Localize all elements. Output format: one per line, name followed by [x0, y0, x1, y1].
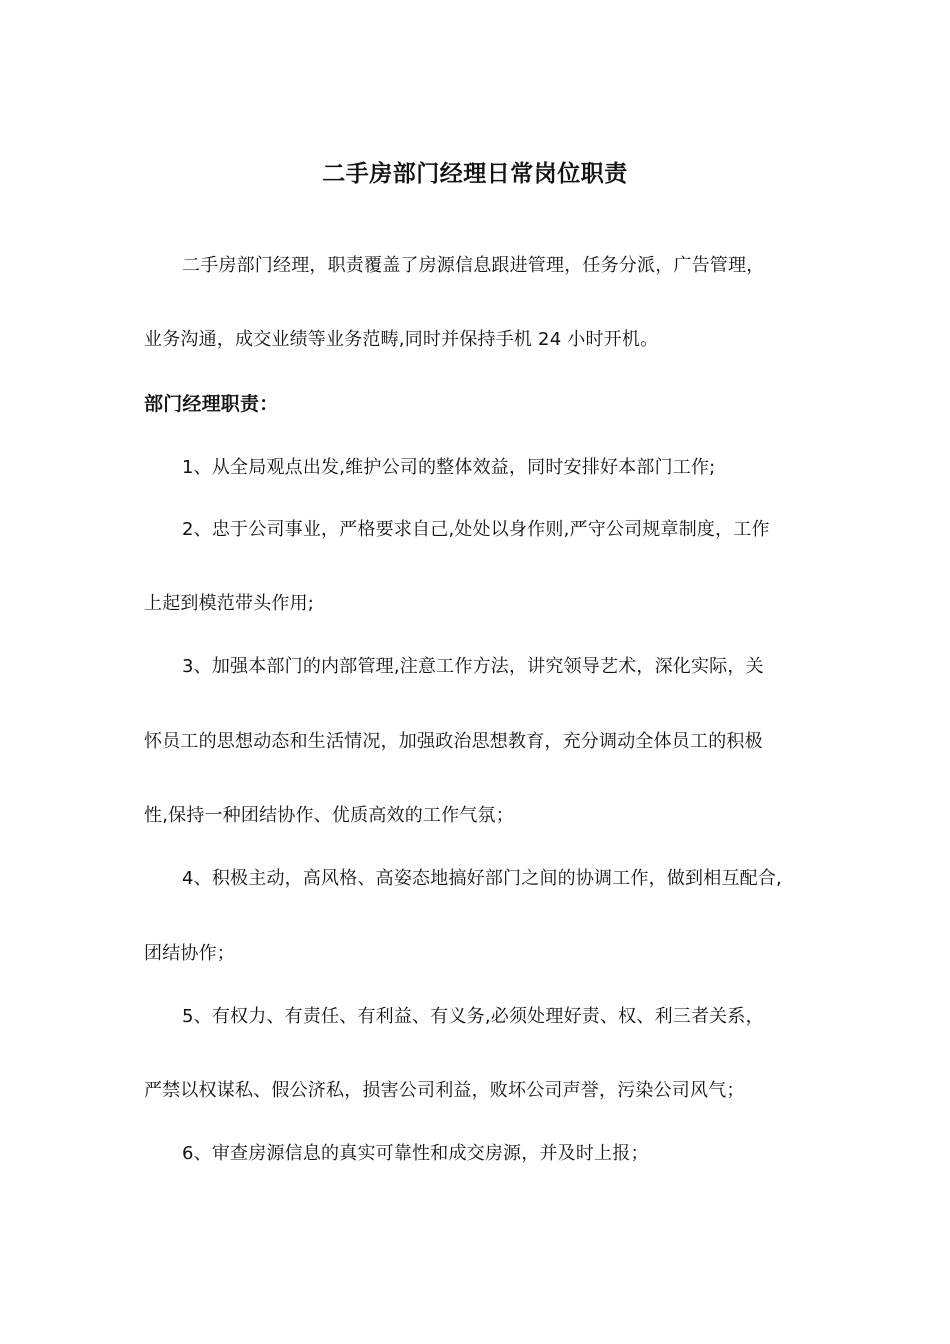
duty-2-line-2: 上起到模范带头作用; — [144, 593, 315, 614]
document-title: 二手房部门经理日常岗位职责 — [322, 161, 628, 187]
duty-1-line-1: 1、从全局观点出发,维护公司的整体效益，同时安排好本部门工作; — [182, 457, 716, 478]
duty-4-line-2: 团结协作； — [144, 943, 235, 964]
duty-5-line-1: 5、有权力、有责任、有利益、有义务,必须处理好责、权、利三者关系， — [182, 1006, 764, 1027]
duty-6-line-1: 6、审查房源信息的真实可靠性和成交房源，并及时上报； — [182, 1143, 649, 1164]
duty-3-line-1: 3、加强本部门的内部管理,注意工作方法，讲究领导艺术，深化实际，关 — [182, 656, 764, 677]
duty-3-line-3: 性,保持一种团结协作、优质高效的工作气氛； — [144, 805, 514, 826]
section-heading: 部门经理职责： — [144, 393, 279, 415]
duty-4-line-1: 4、积极主动，高风格、高姿态地搞好部门之间的协调工作，做到相互配合, — [182, 868, 782, 889]
intro-line-2: 业务沟通，成交业绩等业务范畴,同时并保持手机 24 小时开机。 — [144, 329, 659, 350]
intro-line-1: 二手房部门经理，职责覆盖了房源信息跟进管理，任务分派，广告管理， — [182, 255, 765, 276]
duty-2-line-1: 2、忠于公司事业，严格要求自己,处处以身作则,严守公司规章制度，工作 — [182, 519, 770, 540]
duty-5-line-2: 严禁以权谋私、假公济私，损害公司利益，败坏公司声誉，污染公司风气； — [144, 1080, 745, 1101]
duty-3-line-2: 怀员工的思想动态和生活情况，加强政治思想教育，充分调动全体员工的积极 — [144, 731, 763, 752]
